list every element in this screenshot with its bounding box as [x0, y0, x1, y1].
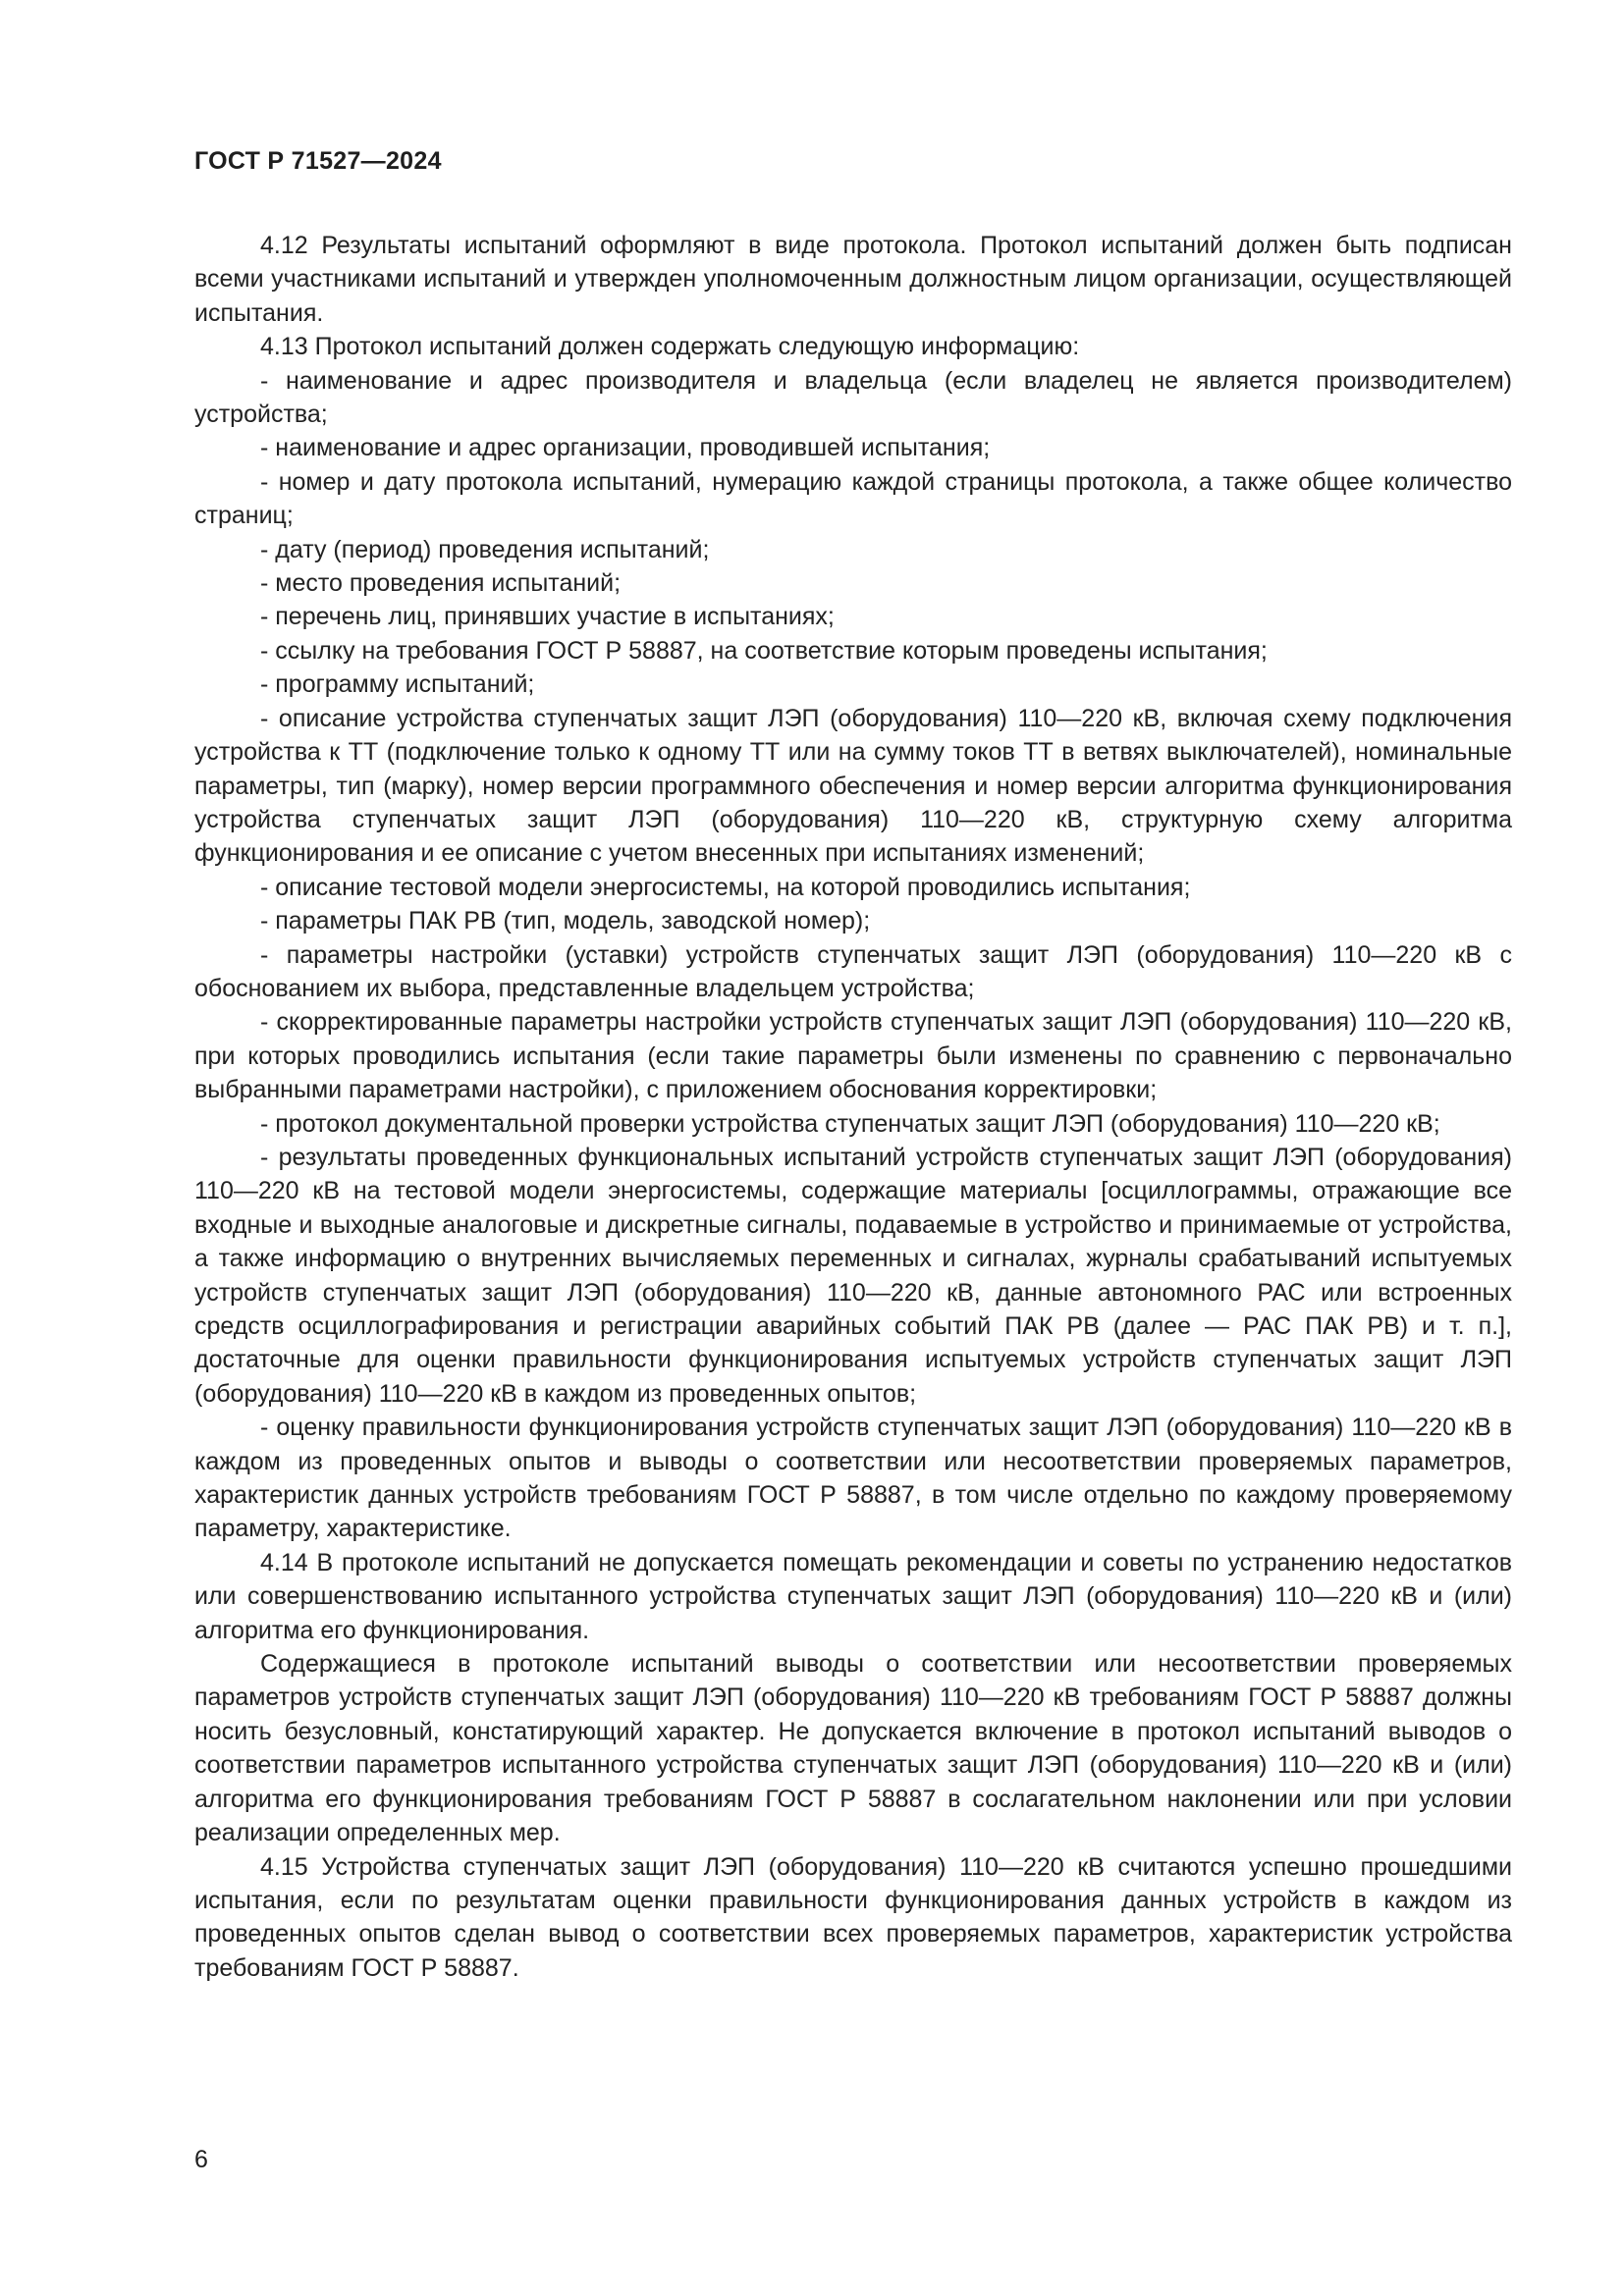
list-item: - результаты проведенных функциональных испытаний устройств ступенчатых защит ЛЭП (оборудования) 110—220 кВ на тестовой модели энергосистемы, содержащие материалы [осциллограммы, отражающие все входные и выходные аналоговые и дискретные сигналы, подаваемые в устройство и принимаемые от устройства, а также информацию о внутренних вычисляемых переменных и сигналах, журналы срабатываний испытуемых устройств ступенчатых защит ЛЭП (оборудования) 110—220 кВ, данные автономного РАС или встроенных средств осциллографирования и регистрации аварийных событий ПАК РВ (далее — РАС ПАК РВ) и т. п.], достаточные для оценки правильности функционирования испытуемых устройств ступенчатых защит ЛЭП (оборудования) 110—220 кВ в каждом из проведенных опытов; — [194, 1143, 1512, 1408]
paragraph-4-12: 4.12 Результаты испытаний оформляют в виде протокола. Протокол испытаний должен быть подписан всеми участниками испытаний и утвержден уполномоченным должностным лицом организации, осуществляющей испытания. — [194, 232, 1512, 327]
list-item: - дату (период) проведения испытаний; — [260, 535, 710, 563]
list-item: - скорректированные параметры настройки устройств ступенчатых защит ЛЭП (оборудования) 110—220 кВ, при которых проводились испытания (если такие параметры были изменены по сравнению с первоначально выбранными параметрами настройки), с приложением обоснования корректировки; — [194, 1008, 1512, 1104]
list-item: - параметры ПАК РВ (тип, модель, заводской номер); — [260, 907, 871, 935]
list-item: - оценку правильности функционирования устройств ступенчатых защит ЛЭП (оборудования) 110—220 кВ в каждом из проведенных опытов и выводы о соответствии или несоответствии проверяемых параметров, характеристик данных устройств требованиям ГОСТ Р 58887, в том числе отдельно по каждому проверяемому параметру, характеристике. — [194, 1414, 1512, 1543]
page-number: 6 — [194, 2146, 208, 2173]
list-item: - наименование и адрес производителя и владельца (если владелец не является производителем) устройства; — [194, 366, 1512, 429]
list-item: - параметры настройки (уставки) устройств ступенчатых защит ЛЭП (оборудования) 110—220 кВ с обоснованием их выбора, представленные владельцем устройства; — [194, 940, 1512, 1002]
paragraph-4-15: 4.15 Устройства ступенчатых защит ЛЭП (оборудования) 110—220 кВ считаются успешно прошедшими испытания, если по результатам оценки правильности функционирования данных устройств в каждом из проведенных опытов сделан вывод о соответствии всех проверяемых параметров, характеристик устройства требованиям ГОСТ Р 58887. — [194, 1852, 1512, 1982]
document-header: ГОСТ Р 71527—2024 — [194, 147, 442, 175]
list-item: - место проведения испытаний; — [260, 569, 622, 598]
list-item: - перечень лиц, принявших участие в испытаниях; — [260, 603, 835, 631]
paragraph-4-14-continued: Содержащиеся в протоколе испытаний выводы о соответствии или несоответствии проверяемых параметров устройств ступенчатых защит ЛЭП (оборудования) 110—220 кВ требованиям ГОСТ Р 58887 должны носить безусловный, констатирующий характер. Не допускается включение в протокол испытаний выводов о соответствии параметров испытанного устройства ступенчатых защит ЛЭП (оборудования) 110—220 кВ и (или) алгоритма его функционирования требованиям ГОСТ Р 58887 в сослагательном наклонении или при условии реализации определенных мер. — [194, 1650, 1512, 1847]
list-item: - номер и дату протокола испытаний, нумерацию каждой страницы протокола, а также общее количество страниц; — [194, 467, 1512, 530]
list-item: - протокол документальной проверки устройства ступенчатых защит ЛЭП (оборудования) 110—220 кВ; — [260, 1109, 1440, 1138]
paragraph-4-13: 4.13 Протокол испытаний должен содержать следующую информацию: — [260, 333, 1080, 361]
document-body — [194, 229, 1512, 1985]
list-item: - ссылку на требования ГОСТ Р 58887, на соответствие которым проведены испытания; — [260, 636, 1268, 665]
list-item: - описание тестовой модели энергосистемы, на которой проводились испытания; — [260, 873, 1191, 901]
list-item: - программу испытаний; — [260, 670, 535, 699]
list-item: - описание устройства ступенчатых защит ЛЭП (оборудования) 110—220 кВ, включая схему подключения устройства к ТТ (подключение только к одному ТТ или на сумму токов ТТ в ветвях выключателей), номинальные параметры, тип (марку), номер версии программного обеспечения и номер версии алгоритма функционирования устройства ступенчатых защит ЛЭП (оборудования) 110—220 кВ, структурную схему алгоритма функционирования и ее описание с учетом внесенных при испытаниях изменений; — [194, 704, 1512, 868]
list-item: - наименование и адрес организации, проводившей испытания; — [260, 434, 991, 462]
paragraph-4-14: 4.14 В протоколе испытаний не допускается помещать рекомендации и советы по устранению недостатков или совершенствованию испытанного устройства ступенчатых защит ЛЭП (оборудования) 110—220 кВ и (или) алгоритма его функционирования. — [194, 1548, 1512, 1644]
